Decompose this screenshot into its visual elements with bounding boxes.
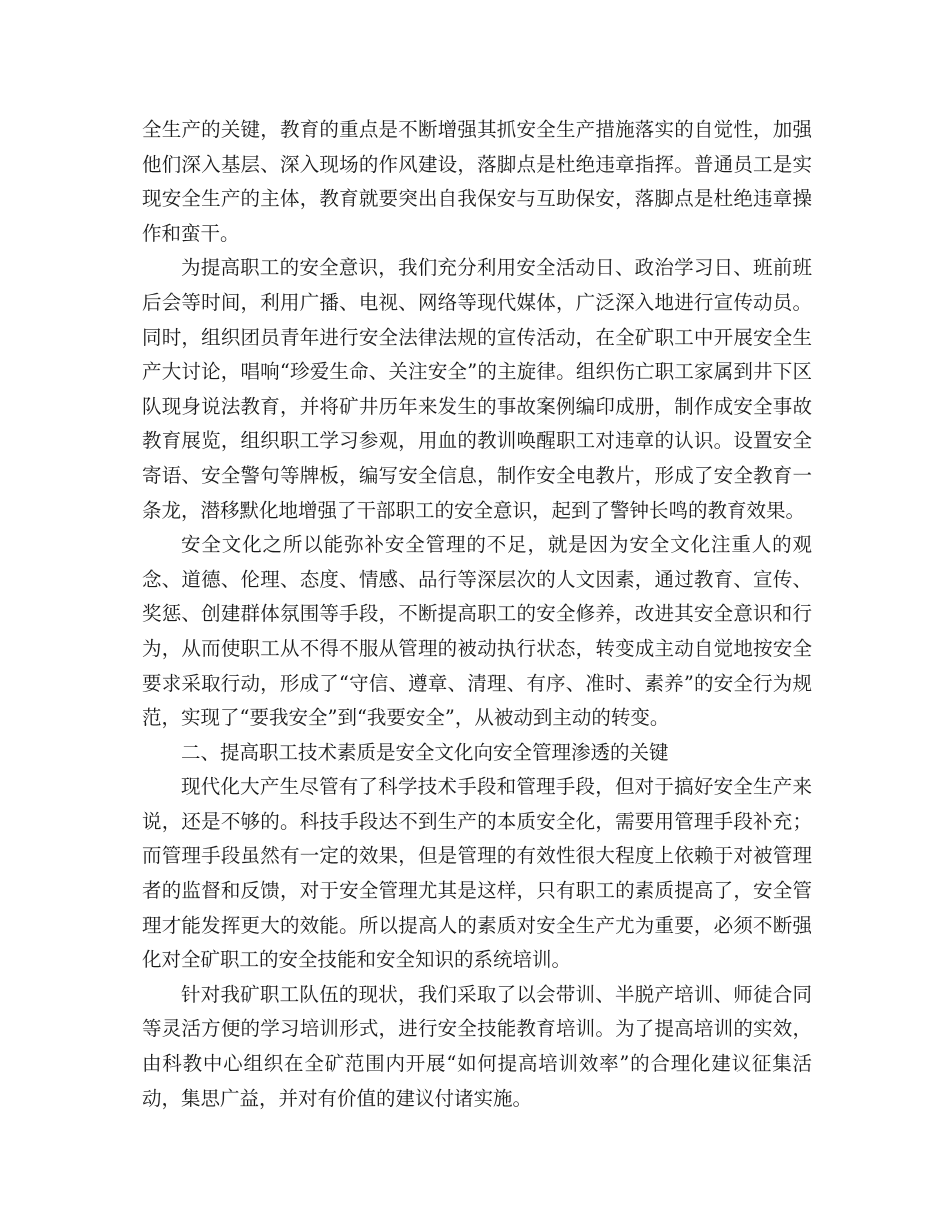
section-heading: 二、提高职工技术素质是安全文化向安全管理渗透的关键 [181,740,669,764]
paragraph-safety-culture: 安全文化之所以能弥补安全管理的不足，就是因为安全文化注重人的观念、道德、伦理、态度、情感、品行等深层次的人文因素，通过教育、宣传、奖惩、创建群体氛围等手段，不断提高职工的安全修养，改进其安全意识和行为，从而使职工从不得不服从管理的被动执行状态，转变成主动自觉地按安全要求采取行动，形成了“守信、遵章、清理、有序、准时、素养”的安全行为规范，实现了“要我安全”到“我要安全”，从被动到主动的转变。 [142,533,812,730]
paragraph-technical-quality: 现代化大产生尽管有了科学技术手段和管理手段，但对于搞好安全生产来说，还是不够的。科技手段达不到生产的本质安全化，需要用管理手段补充；而管理手段虽然有一定的效果，但是管理的有效性很大程度上依赖于对被管理者的监督和反馈，对于安全管理尤其是这样，只有职工的素质提高了，安全管理才能发挥更大的效能。所以提高人的素质对安全生产尤为重要，必须不断强化对全矿职工的安全技能和安全知识的系统培训。 [142,775,812,972]
document-body [142,113,812,1116]
paragraph-safety-awareness: 为提高职工的安全意识，我们充分利用安全活动日、政治学习日、班前班后会等时间，利用广播、电视、网络等现代媒体，广泛深入地进行宣传动员。同时，组织团员青年进行安全法律法规的宣传活动，在全矿职工中开展安全生产大讨论，唱响“珍爱生命、关注安全”的主旋律。组织伤亡职工家属到井下区队现身说法教育，并将矿井历年来发生的事故案例编印成册，制作成安全事故教育展览，组织职工学习参观，用血的教训唤醒职工对违章的认识。设置安全寄语、安全警句等牌板，编写安全信息，制作安全电教片，形成了安全教育一条龙，潜移默化地增强了干部职工的安全意识，起到了警钟长鸣的教育效果。 [142,256,812,522]
paragraph-continuation: 全生产的关键，教育的重点是不断增强其抓安全生产措施落实的自觉性，加强他们深入基层、深入现场的作风建设，落脚点是杜绝违章指挥。普通员工是实现安全生产的主体，教育就要突出自我保安与互助保安，落脚点是杜绝违章操作和蛮干。 [142,118,812,245]
paragraph-training: 针对我矿职工队伍的现状，我们采取了以会带训、半脱产培训、师徒合同等灵活方便的学习培训形式，进行安全技能教育培训。为了提高培训的实效，由科教中心组织在全矿范围内开展“如何提高培训效率”的合理化建议征集活动，集思广益，并对有价值的建议付诸实施。 [142,982,812,1110]
